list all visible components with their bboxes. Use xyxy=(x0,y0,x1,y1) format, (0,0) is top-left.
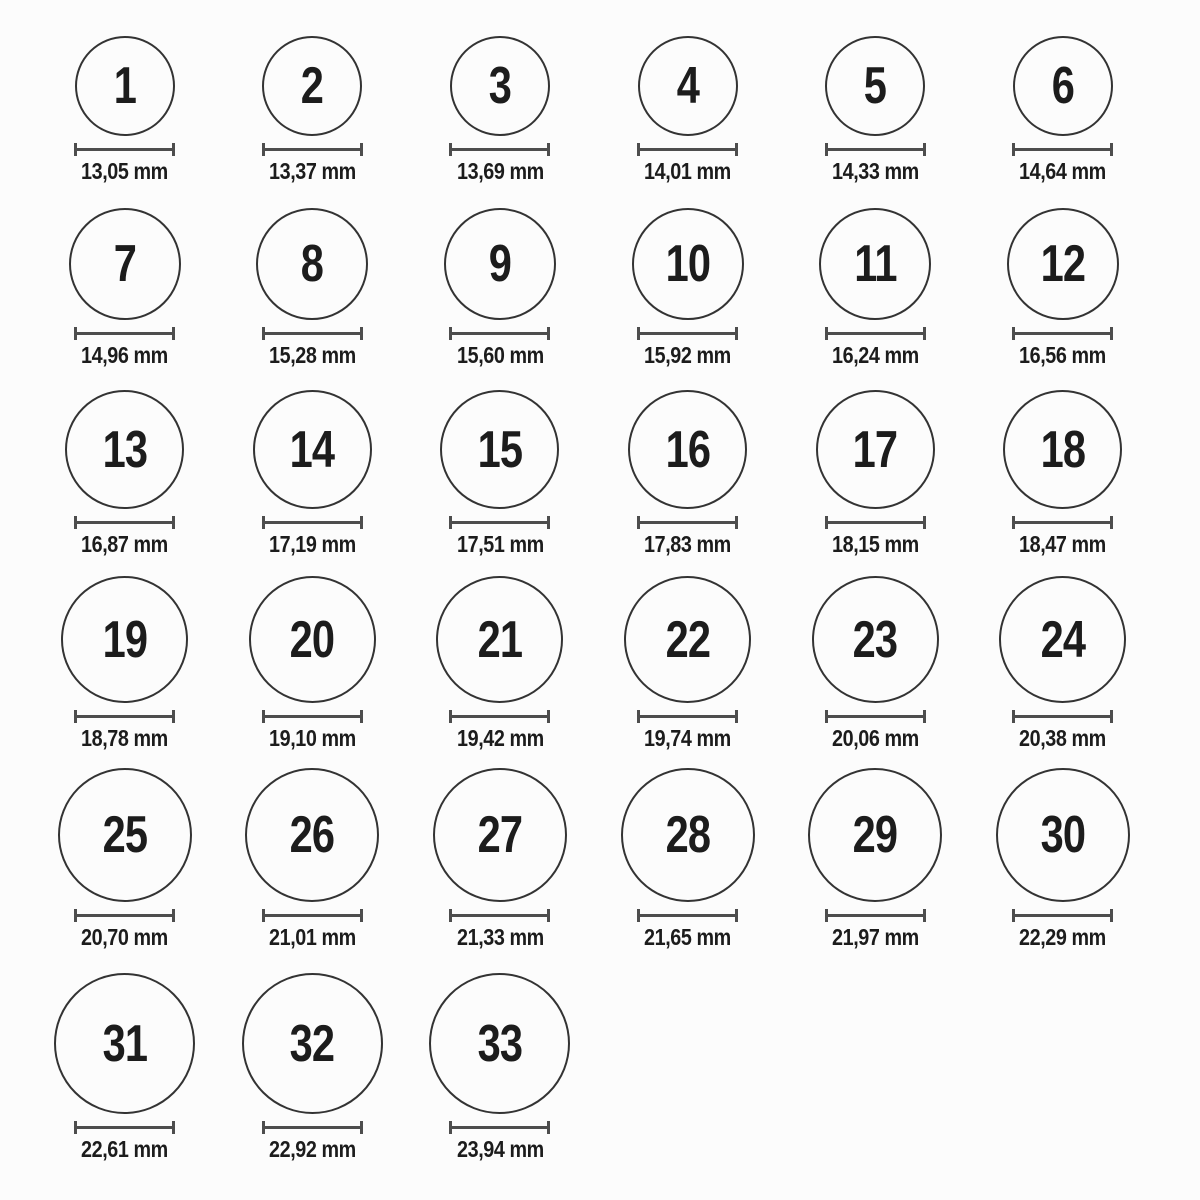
ring-size-number: 26 xyxy=(290,806,335,864)
ring-size-cell xyxy=(219,768,407,950)
ring-size-cell xyxy=(31,768,219,950)
chart-row xyxy=(31,208,1157,368)
ring-size-cell xyxy=(219,208,407,368)
ring-size-cell xyxy=(594,36,782,184)
measure-bar xyxy=(452,332,547,335)
diameter-measure-line xyxy=(74,710,175,723)
diameter-measure-line xyxy=(637,909,738,922)
ring-circle xyxy=(262,36,362,136)
ring-size-cell xyxy=(594,768,782,950)
ring-size-number: 8 xyxy=(301,235,324,293)
diameter-label: 21,65 mm xyxy=(644,924,731,950)
diameter-measure-line xyxy=(449,516,550,529)
ring-size-number: 24 xyxy=(1040,610,1086,669)
diameter-measure-line xyxy=(262,909,363,922)
ring-size-number: 12 xyxy=(1040,235,1086,293)
diameter-measure-line xyxy=(825,909,926,922)
ring-size-number: 18 xyxy=(1040,420,1086,479)
measure-bar xyxy=(640,521,735,524)
diameter-label: 19,10 mm xyxy=(269,725,356,751)
measure-bar xyxy=(77,715,172,718)
ring-circle xyxy=(624,576,751,703)
diameter-label: 15,60 mm xyxy=(456,342,544,368)
ring-size-number: 20 xyxy=(290,610,335,669)
ring-size-number: 1 xyxy=(113,57,136,115)
measure-bar xyxy=(265,715,360,718)
diameter-measure-line xyxy=(262,710,363,723)
diameter-measure-line xyxy=(262,516,363,529)
ring-circle xyxy=(1013,36,1113,136)
measure-bar xyxy=(452,715,547,718)
ring-size-cell xyxy=(781,768,969,950)
measure-bar xyxy=(452,1126,547,1129)
ring-circle xyxy=(242,973,383,1114)
ring-size-cell xyxy=(219,390,407,557)
measure-bar xyxy=(828,914,923,917)
diameter-measure-line xyxy=(1012,710,1113,723)
diameter-label: 20,70 mm xyxy=(81,924,169,950)
diameter-measure-line xyxy=(449,909,550,922)
ring-size-number: 11 xyxy=(853,235,897,293)
diameter-label: 17,19 mm xyxy=(269,531,356,557)
ring-circle xyxy=(621,768,755,902)
ring-size-number: 10 xyxy=(665,235,710,293)
diameter-measure-line xyxy=(637,143,738,156)
ring-size-number: 33 xyxy=(477,1014,523,1073)
diameter-label: 21,97 mm xyxy=(831,924,919,950)
measure-bar xyxy=(1015,715,1110,718)
ring-circle xyxy=(628,390,747,509)
diameter-label: 16,56 mm xyxy=(1019,342,1107,368)
ring-size-cell xyxy=(594,208,782,368)
ring-circle xyxy=(440,390,559,509)
ring-size-cell xyxy=(969,208,1157,368)
diameter-label: 21,01 mm xyxy=(269,924,356,950)
measure-bar xyxy=(1015,148,1110,151)
ring-size-number: 19 xyxy=(102,610,148,669)
diameter-measure-line xyxy=(825,143,926,156)
measure-bar xyxy=(640,332,735,335)
ring-size-number: 31 xyxy=(102,1014,148,1073)
diameter-label: 20,38 mm xyxy=(1019,725,1107,751)
measure-bar xyxy=(828,521,923,524)
ring-circle xyxy=(819,208,931,320)
measure-bar xyxy=(640,148,735,151)
diameter-label: 19,42 mm xyxy=(456,725,544,751)
diameter-measure-line xyxy=(262,327,363,340)
ring-circle xyxy=(632,208,744,320)
measure-bar xyxy=(640,914,735,917)
diameter-label: 14,33 mm xyxy=(831,158,919,184)
ring-circle xyxy=(75,36,175,136)
measure-bar xyxy=(1015,521,1110,524)
chart-row xyxy=(31,576,1157,751)
diameter-measure-line xyxy=(74,516,175,529)
ring-size-number: 27 xyxy=(477,806,523,864)
ring-circle xyxy=(1007,208,1119,320)
measure-bar xyxy=(265,521,360,524)
ring-size-number: 29 xyxy=(852,806,898,864)
ring-circle xyxy=(256,208,368,320)
measure-bar xyxy=(1015,332,1110,335)
ring-size-cell xyxy=(31,973,219,1162)
diameter-measure-line xyxy=(1012,327,1113,340)
measure-bar xyxy=(452,521,547,524)
measure-bar xyxy=(265,1126,360,1129)
ring-size-cell xyxy=(781,208,969,368)
measure-bar xyxy=(265,148,360,151)
diameter-measure-line xyxy=(825,327,926,340)
diameter-measure-line xyxy=(74,909,175,922)
ring-circle xyxy=(58,768,192,902)
ring-size-number: 6 xyxy=(1051,57,1074,115)
diameter-label: 22,61 mm xyxy=(81,1136,169,1162)
diameter-measure-line xyxy=(637,327,738,340)
measure-bar xyxy=(77,332,172,335)
measure-bar xyxy=(640,715,735,718)
diameter-measure-line xyxy=(1012,909,1113,922)
diameter-label: 13,05 mm xyxy=(81,158,169,184)
ring-size-cell xyxy=(969,576,1157,751)
ring-size-number: 28 xyxy=(665,806,710,864)
ring-size-cell xyxy=(406,768,594,950)
diameter-label: 22,29 mm xyxy=(1019,924,1107,950)
ring-size-number: 17 xyxy=(852,420,898,479)
diameter-label: 17,51 mm xyxy=(456,531,544,557)
diameter-measure-line xyxy=(74,1121,175,1134)
ring-size-cell xyxy=(781,390,969,557)
diameter-measure-line xyxy=(1012,143,1113,156)
diameter-measure-line xyxy=(74,143,175,156)
measure-bar xyxy=(265,332,360,335)
ring-circle xyxy=(54,973,195,1114)
ring-size-cell xyxy=(969,768,1157,950)
ring-circle xyxy=(999,576,1126,703)
ring-size-cell xyxy=(594,576,782,751)
ring-size-cell xyxy=(406,36,594,184)
chart-row xyxy=(31,973,1157,1162)
measure-bar xyxy=(77,914,172,917)
ring-size-number: 21 xyxy=(477,610,523,669)
ring-circle xyxy=(253,390,372,509)
diameter-label: 21,33 mm xyxy=(456,924,544,950)
diameter-measure-line xyxy=(449,143,550,156)
measure-bar xyxy=(452,914,547,917)
diameter-label: 16,87 mm xyxy=(81,531,169,557)
ring-size-cell xyxy=(31,576,219,751)
diameter-label: 17,83 mm xyxy=(644,531,731,557)
ring-circle xyxy=(429,973,570,1114)
diameter-label: 13,37 mm xyxy=(269,158,356,184)
ring-size-number: 3 xyxy=(488,57,512,115)
diameter-measure-line xyxy=(825,516,926,529)
diameter-measure-line xyxy=(262,1121,363,1134)
ring-size-number: 4 xyxy=(676,57,699,115)
diameter-measure-line xyxy=(262,143,363,156)
ring-size-number: 5 xyxy=(863,57,887,115)
ring-circle xyxy=(245,768,379,902)
diameter-measure-line xyxy=(449,327,550,340)
measure-bar xyxy=(828,332,923,335)
diameter-measure-line xyxy=(449,710,550,723)
ring-size-number: 30 xyxy=(1040,806,1086,864)
diameter-measure-line xyxy=(1012,516,1113,529)
ring-circle xyxy=(825,36,925,136)
ring-size-number: 22 xyxy=(665,610,710,669)
ring-size-number: 32 xyxy=(290,1014,335,1073)
diameter-label: 18,15 mm xyxy=(831,531,919,557)
ring-size-number: 13 xyxy=(102,420,148,479)
measure-bar xyxy=(828,148,923,151)
ring-size-cell xyxy=(781,36,969,184)
measure-bar xyxy=(77,521,172,524)
ring-circle xyxy=(65,390,184,509)
ring-circle xyxy=(996,768,1130,902)
ring-size-cell xyxy=(31,208,219,368)
measure-bar xyxy=(828,715,923,718)
ring-size-cell xyxy=(969,390,1157,557)
ring-circle xyxy=(638,36,738,136)
diameter-measure-line xyxy=(74,327,175,340)
diameter-label: 22,92 mm xyxy=(269,1136,356,1162)
diameter-label: 18,47 mm xyxy=(1019,531,1107,557)
ring-size-cell xyxy=(406,973,594,1162)
diameter-label: 15,92 mm xyxy=(644,342,731,368)
diameter-label: 14,64 mm xyxy=(1019,158,1107,184)
ring-size-cell xyxy=(219,576,407,751)
ring-size-number: 16 xyxy=(665,420,710,479)
ring-size-number: 7 xyxy=(113,235,136,293)
ring-circle xyxy=(1003,390,1122,509)
ring-size-number: 2 xyxy=(301,57,324,115)
diameter-label: 14,01 mm xyxy=(644,158,731,184)
ring-size-cell xyxy=(406,576,594,751)
ring-circle xyxy=(816,390,935,509)
measure-bar xyxy=(452,148,547,151)
diameter-label: 15,28 mm xyxy=(269,342,356,368)
ring-circle xyxy=(450,36,550,136)
ring-size-number: 15 xyxy=(477,420,523,479)
ring-circle xyxy=(433,768,567,902)
ring-size-cell xyxy=(219,36,407,184)
measure-bar xyxy=(265,914,360,917)
diameter-label: 23,94 mm xyxy=(456,1136,544,1162)
ring-size-cell xyxy=(31,390,219,557)
measure-bar xyxy=(1015,914,1110,917)
ring-size-number: 14 xyxy=(290,420,335,479)
ring-size-cell xyxy=(406,390,594,557)
ring-size-cell xyxy=(31,36,219,184)
diameter-label: 20,06 mm xyxy=(831,725,919,751)
ring-size-cell xyxy=(969,36,1157,184)
chart-row xyxy=(31,768,1157,950)
ring-circle xyxy=(808,768,942,902)
ring-size-number: 25 xyxy=(102,806,148,864)
ring-circle xyxy=(812,576,939,703)
ring-size-number: 9 xyxy=(488,235,512,293)
ring-circle xyxy=(436,576,563,703)
ring-size-cell xyxy=(781,576,969,751)
diameter-label: 14,96 mm xyxy=(81,342,169,368)
ring-size-cell xyxy=(219,973,407,1162)
ring-circle xyxy=(444,208,556,320)
diameter-label: 16,24 mm xyxy=(831,342,919,368)
diameter-label: 18,78 mm xyxy=(81,725,169,751)
ring-circle xyxy=(69,208,181,320)
chart-row xyxy=(31,390,1157,557)
diameter-label: 19,74 mm xyxy=(644,725,731,751)
ring-circle xyxy=(249,576,376,703)
diameter-measure-line xyxy=(637,710,738,723)
ring-size-cell xyxy=(406,208,594,368)
measure-bar xyxy=(77,1126,172,1129)
ring-circle xyxy=(61,576,188,703)
diameter-measure-line xyxy=(449,1121,550,1134)
diameter-measure-line xyxy=(637,516,738,529)
ring-size-number: 23 xyxy=(852,610,898,669)
diameter-measure-line xyxy=(825,710,926,723)
diameter-label: 13,69 mm xyxy=(456,158,544,184)
ring-size-cell xyxy=(594,390,782,557)
chart-row xyxy=(31,36,1157,184)
measure-bar xyxy=(77,148,172,151)
